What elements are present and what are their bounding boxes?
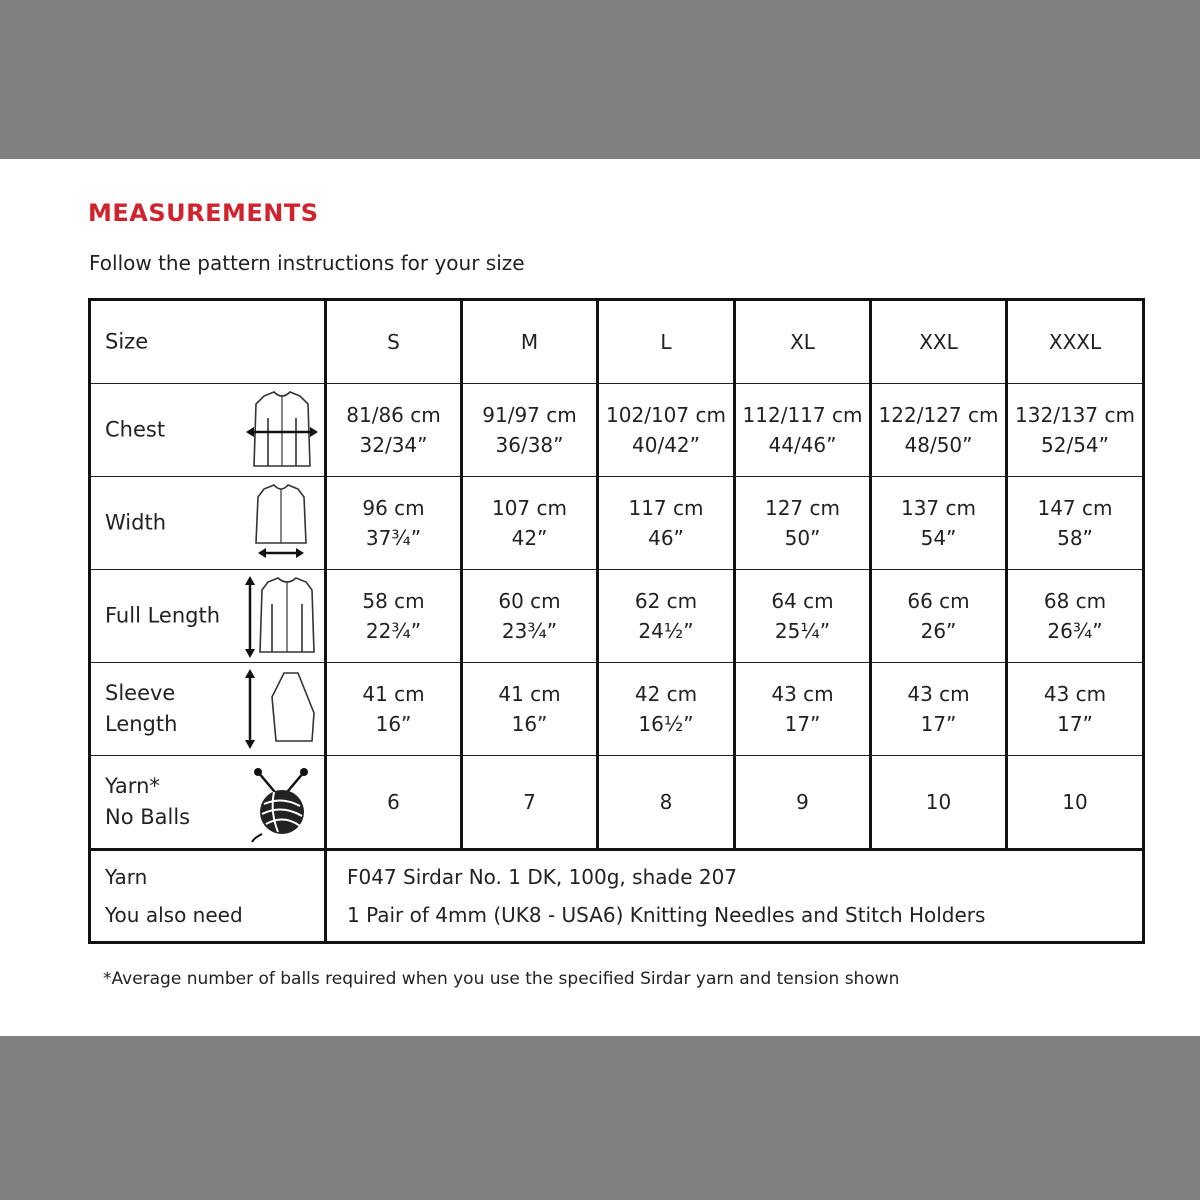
length-cm-xl: 64 cm — [771, 589, 834, 613]
chest-cell-l — [598, 384, 735, 477]
chest-in-xl: 44/46” — [768, 433, 837, 457]
width-cell-xxl — [871, 477, 1007, 570]
sleeve-cell-s — [326, 663, 462, 756]
size-header-xl: XL — [735, 300, 871, 384]
balls-cell-xl: 9 — [735, 756, 871, 850]
chest-cm-m: 91/97 cm — [482, 403, 577, 427]
chest-cm-s: 81/86 cm — [346, 403, 441, 427]
width-cm-xxl: 137 cm — [900, 496, 976, 520]
chest-cell-xxxl — [1007, 384, 1144, 477]
width-cell-s — [326, 477, 462, 570]
width-cell-m — [462, 477, 598, 570]
row-label-cell — [90, 663, 326, 756]
size-header-l: L — [598, 300, 735, 384]
chest-cm-xxxl: 132/137 cm — [1015, 403, 1135, 427]
size-label: Size — [105, 329, 149, 354]
sleeve-cm-xl: 43 cm — [771, 682, 834, 706]
length-cell-l — [598, 570, 735, 663]
row-label: Width — [105, 510, 167, 535]
width-cell-l — [598, 477, 735, 570]
width-cm-m: 107 cm — [491, 496, 567, 520]
size-header-row — [90, 300, 1144, 384]
length-in-s: 22¾” — [365, 619, 422, 643]
length-in-xxl: 26” — [920, 619, 957, 643]
chest-cell-m — [462, 384, 598, 477]
sleeve-cm-s: 41 cm — [362, 682, 425, 706]
chest-cm-xl: 112/117 cm — [742, 403, 863, 427]
row-label-cell — [90, 384, 326, 477]
sleeve-cell-m — [462, 663, 598, 756]
row-label-line2: Length — [105, 712, 178, 736]
also-need-label: You also need — [105, 903, 243, 927]
also-need-text: 1 Pair of 4mm (UK8 - USA6) Knitting Needles and Stitch Holders — [347, 903, 986, 927]
width-cm-xl: 127 cm — [764, 496, 840, 520]
chest-cell-s — [326, 384, 462, 477]
row-label-cell — [90, 570, 326, 663]
length-cell-xl — [735, 570, 871, 663]
sleeve-measure-icon — [244, 667, 318, 751]
page-title: MEASUREMENTS — [88, 199, 319, 227]
chest-cm-xxl: 122/127 cm — [878, 403, 999, 427]
yarn-ball-icon — [244, 760, 318, 844]
sleeve-cm-l: 42 cm — [634, 682, 698, 706]
balls-cell-s: 6 — [326, 756, 462, 850]
measurements-sheet — [0, 159, 1200, 1036]
width-in-xxxl: 58” — [1057, 526, 1093, 550]
row-label-cell — [90, 756, 326, 850]
info-text-cell — [326, 850, 1144, 943]
balls-cell-xxxl: 10 — [1007, 756, 1144, 850]
sleeve-cm-xxl: 43 cm — [907, 682, 970, 706]
length-cell-xxxl — [1007, 570, 1144, 663]
width-in-xl: 50” — [784, 526, 821, 550]
width-cell-xxxl — [1007, 477, 1144, 570]
table-row-width — [90, 477, 1144, 570]
row-label-line2: No Balls — [105, 805, 191, 829]
width-in-s: 37¾” — [365, 526, 422, 550]
row-label: Full Length — [105, 603, 221, 628]
row-label-cell — [90, 477, 326, 570]
size-header-xxxl: XXXL — [1007, 300, 1144, 384]
sleeve-in-l: 16½” — [638, 712, 694, 736]
balls-cell-l: 8 — [598, 756, 735, 850]
info-labels-cell — [90, 850, 326, 943]
chest-in-s: 32/34” — [359, 433, 428, 457]
sleeve-in-m: 16” — [511, 712, 548, 736]
length-in-xxxl: 26¾” — [1047, 619, 1103, 643]
sleeve-cell-xxl — [871, 663, 1007, 756]
sleeve-cell-xxxl — [1007, 663, 1144, 756]
yarn-text: F047 Sirdar No. 1 DK, 100g, shade 207 — [347, 865, 738, 889]
length-cm-l: 62 cm — [634, 589, 698, 613]
chest-cell-xxl — [871, 384, 1007, 477]
length-in-l: 24½” — [638, 619, 694, 643]
size-header-s: S — [326, 300, 462, 384]
sleeve-cm-m: 41 cm — [498, 682, 561, 706]
length-cell-xxl — [871, 570, 1007, 663]
measurements-table — [88, 298, 1145, 944]
row-label: Chest — [105, 417, 166, 442]
page-subtitle: Follow the pattern instructions for your size — [89, 251, 525, 275]
chest-in-l: 40/42” — [632, 433, 700, 457]
length-cm-s: 58 cm — [362, 589, 425, 613]
row-label-line1: Yarn* — [105, 774, 160, 798]
sleeve-cm-xxxl: 43 cm — [1043, 682, 1107, 706]
row-label-line1: Sleeve — [105, 681, 176, 705]
width-measure-icon — [244, 481, 318, 565]
footnote: *Average number of balls required when you use the specified Sirdar yarn and tension shown — [103, 969, 900, 989]
table-row-full-length — [90, 570, 1144, 663]
sleeve-in-xxl: 17” — [920, 712, 957, 736]
chest-in-xxl: 48/50” — [904, 433, 973, 457]
sleeve-in-xxxl: 17” — [1057, 712, 1093, 736]
yarn-label: Yarn — [105, 865, 148, 889]
size-label-cell — [90, 300, 326, 384]
sleeve-in-s: 16” — [375, 712, 412, 736]
length-cm-xxxl: 68 cm — [1043, 589, 1107, 613]
table-row-chest — [90, 384, 1144, 477]
width-in-xxl: 54” — [920, 526, 957, 550]
row-label — [105, 771, 190, 833]
length-in-xl: 25¼” — [774, 619, 831, 643]
width-cm-s: 96 cm — [362, 496, 425, 520]
length-in-m: 23¾” — [501, 619, 558, 643]
length-cell-s — [326, 570, 462, 663]
length-cm-xxl: 66 cm — [907, 589, 970, 613]
sleeve-cell-xl — [735, 663, 871, 756]
size-header-xxl: XXL — [871, 300, 1007, 384]
sleeve-in-xl: 17” — [784, 712, 821, 736]
balls-cell-xxl: 10 — [871, 756, 1007, 850]
length-measure-icon — [244, 574, 318, 658]
table-row-info — [90, 850, 1144, 943]
width-cell-xl — [735, 477, 871, 570]
row-label — [105, 678, 177, 740]
balls-cell-m: 7 — [462, 756, 598, 850]
size-header-m: M — [462, 300, 598, 384]
length-cm-m: 60 cm — [498, 589, 561, 613]
chest-in-m: 36/38” — [495, 433, 564, 457]
width-cm-l: 117 cm — [628, 496, 704, 520]
table-row-yarn-balls — [90, 756, 1144, 850]
width-in-l: 46” — [648, 526, 684, 550]
chest-measure-icon — [244, 388, 318, 472]
width-cm-xxxl: 147 cm — [1037, 496, 1113, 520]
width-in-m: 42” — [511, 526, 548, 550]
chest-cm-l: 102/107 cm — [606, 403, 726, 427]
table-row-sleeve-length — [90, 663, 1144, 756]
length-cell-m — [462, 570, 598, 663]
chest-in-xxxl: 52/54” — [1041, 433, 1109, 457]
chest-cell-xl — [735, 384, 871, 477]
sleeve-cell-l — [598, 663, 735, 756]
